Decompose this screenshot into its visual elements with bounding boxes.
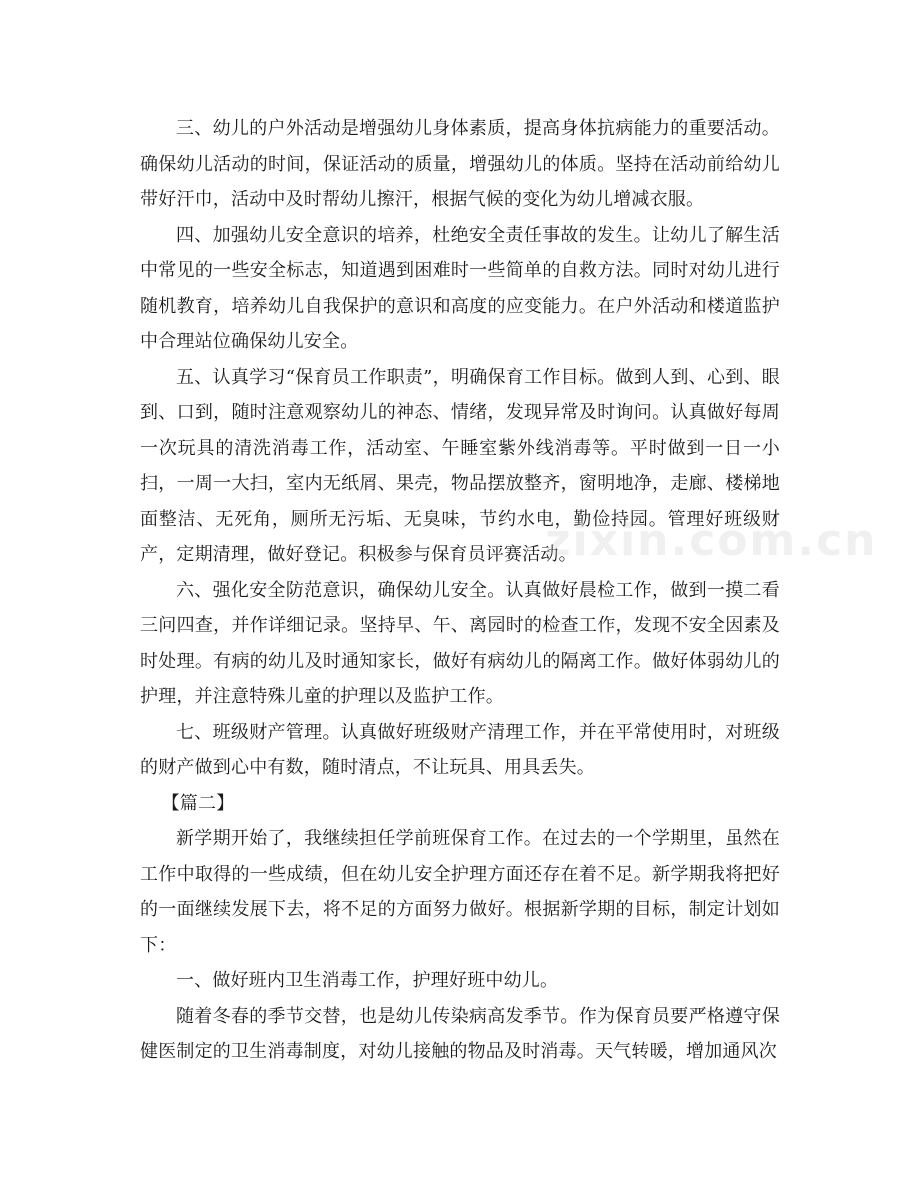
paragraph-7: 七、班级财产管理。认真做好班级财产清理工作，并在平常使用时，对班级的财产做到心中有数，随时清点，不让玩具、用具丢失。 bbox=[140, 721, 780, 778]
paragraph-5: 五、认真学习“保育员工作职责”，明确保育工作目标。做到人到、心到、眼到、口到，随时注意观察幼儿的神态、情绪，发现异常及时询问。认真做好每周一次玩具的清洗消毒工作，活动室、午睡室紫外线消毒等。平时做到一日一小扫，一周一大扫，室内无纸屑、果壳，物品摆放整齐，窗明地净，走廊、楼梯地面整洁、无死角，厕所无污垢、无臭味，节约水电，勤俭持园。管理好班级财产，定期清理，做好登记。积极参与保育员评赛活动。 bbox=[140, 366, 780, 565]
paragraph-3: 三、幼儿的户外活动是增强幼儿身体素质，提高身体抗病能力的重要活动。确保幼儿活动的时间，保证活动的质量，增强幼儿的体质。坚持在活动前给幼儿带好汗巾，活动中及时帮幼儿擦汗，根据气候的变化为幼儿增减衣服。 bbox=[140, 118, 780, 210]
intro-paragraph: 新学期开始了，我继续担任学前班保育工作。在过去的一个学期里，虽然在工作中取得的一些成绩，但在幼儿安全护理方面还存在着不足。新学期我将把好的一面继续发展下去，将不足的方面努力做好。根据新学期的目标，制定计划如下： bbox=[140, 828, 780, 956]
document-body bbox=[140, 111, 780, 1070]
item-1-paragraph: 随着冬春的季节交替，也是幼儿传染病高发季节。作为保育员要严格遵守保健医制定的卫生消毒制度，对幼儿接触的物品及时消毒。天气转暖，增加通风次 bbox=[140, 1005, 780, 1062]
watermark: zixin.com.cn bbox=[545, 515, 878, 566]
paragraph-4: 四、加强幼儿安全意识的培养，杜绝安全责任事故的发生。让幼儿了解生活中常见的一些安全标志，知道遇到困难时一些简单的自救方法。同时对幼儿进行随机教育，培养幼儿自我保护的意识和高度的应变能力。在户外活动和楼道监护中合理站位确保幼儿安全。 bbox=[140, 224, 780, 352]
item-1-heading: 一、做好班内卫生消毒工作，护理好班中幼儿。 bbox=[176, 970, 559, 991]
section-heading: 【篇二】 bbox=[161, 792, 235, 814]
paragraph-6: 六、强化安全防范意识，确保幼儿安全。认真做好晨检工作，做到一摸二看三问四查，并作详细记录。坚持早、午、离园时的检查工作，发现不安全因素及时处理。有病的幼儿及时通知家长，做好有病幼儿的隔离工作。做好体弱幼儿的护理，并注意特殊儿童的护理以及监护工作。 bbox=[140, 579, 780, 707]
